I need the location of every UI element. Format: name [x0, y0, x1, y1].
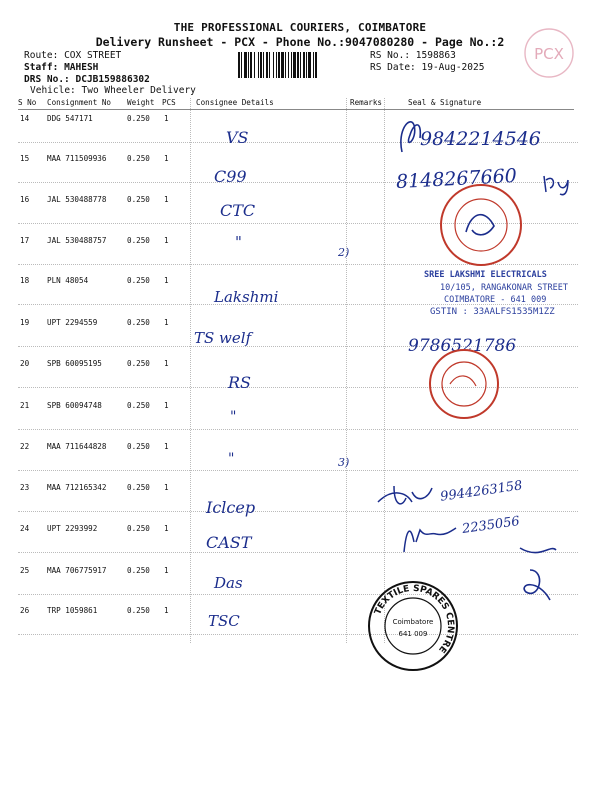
cell-consignment: SPB 60094748 — [47, 401, 102, 410]
signature — [510, 540, 570, 610]
handwritten-phone: 9786521786 — [408, 336, 517, 356]
cell-consignment: PLN 48054 — [47, 276, 89, 285]
stamp-pin-text: 641 009 — [398, 630, 428, 638]
drs-value: DCJB159886302 — [75, 74, 150, 85]
cell-weight: 0.250 — [127, 236, 150, 245]
staff-label: Staff: — [24, 62, 59, 73]
cell-sno: 14 — [20, 114, 30, 123]
rs-date-label: RS Date: — [370, 62, 416, 73]
cell-pcs: 1 — [164, 524, 169, 533]
cell-consignment: TRP 1059861 — [47, 606, 98, 615]
cell-consignment: DDG 547171 — [47, 114, 93, 123]
cell-weight: 0.250 — [127, 606, 150, 615]
stamp-ring-text: TEXTILE SPARES CENTRE — [373, 583, 456, 655]
barcode-bar — [248, 52, 249, 78]
cell-sno: 18 — [20, 276, 30, 285]
cell-sno: 16 — [20, 195, 30, 204]
cell-weight: 0.250 — [127, 524, 150, 533]
col-pcs: PCS — [162, 98, 176, 107]
rs-no-label: RS No.: — [370, 50, 411, 61]
row-divider — [18, 552, 578, 553]
rs-no-line — [370, 50, 456, 61]
cell-consignment: SPB 60095195 — [47, 359, 102, 368]
red-seal-stamp — [424, 344, 504, 424]
handwritten-phone: 9842214546 — [420, 128, 541, 150]
barcode-bar — [276, 52, 277, 78]
barcode-bar — [300, 52, 301, 78]
corner-stamp — [522, 26, 576, 80]
row-divider — [18, 470, 578, 471]
vehicle-label: Vehicle: — [30, 85, 76, 96]
cell-weight: 0.250 — [127, 566, 150, 575]
row-divider — [18, 429, 578, 430]
col-consignee: Consignee Details — [196, 98, 274, 107]
handwritten-consignee: TS welf — [194, 329, 252, 347]
cell-weight: 0.250 — [127, 401, 150, 410]
handwritten-consignee: " — [235, 233, 242, 251]
corner-stamp-text: PCX — [534, 45, 564, 63]
runsheet-subtitle: Delivery Runsheet - PCX - Phone No.:9047080280 - Page No.:2 — [95, 35, 505, 49]
cell-consignment: JAL 530488778 — [47, 195, 107, 204]
barcode-bar — [297, 52, 299, 78]
barcode-bar — [238, 52, 240, 78]
cell-sno: 23 — [20, 483, 30, 492]
staff-value: MAHESH — [64, 62, 99, 73]
red-seal-stamp — [436, 180, 526, 270]
barcode-bar — [241, 52, 242, 78]
barcode-bar — [278, 52, 280, 78]
stamp-company-name: SREE LAKSHMI ELECTRICALS — [424, 270, 547, 280]
col-sno: S No — [18, 98, 37, 107]
handwritten-consignee: Lakshmi — [214, 288, 279, 306]
handwritten-consignee: TSC — [208, 612, 240, 630]
barcode-bar — [293, 52, 296, 78]
cell-weight: 0.250 — [127, 442, 150, 451]
rs-date-line — [370, 62, 484, 73]
table-row — [0, 114, 600, 126]
cell-consignment: UPT 2294559 — [47, 318, 98, 327]
route-value: COX STREET — [64, 50, 122, 61]
handwritten-remark: 3) — [338, 456, 350, 469]
handwritten-consignee: " — [230, 409, 237, 425]
handwritten-remark: 2) — [338, 246, 350, 259]
cell-pcs: 1 — [164, 401, 169, 410]
cell-sno: 17 — [20, 236, 30, 245]
barcode-bar — [266, 52, 268, 78]
cell-pcs: 1 — [164, 114, 169, 123]
rs-date-value: 19-Aug-2025 — [421, 62, 485, 73]
handwritten-consignee: " — [228, 451, 235, 467]
table-row — [0, 359, 600, 371]
table-row — [0, 442, 600, 454]
barcode-bar — [285, 52, 286, 78]
cell-sno: 22 — [20, 442, 30, 451]
cell-weight: 0.250 — [127, 154, 150, 163]
barcode-bar — [306, 52, 307, 78]
cell-weight: 0.250 — [127, 114, 150, 123]
cell-weight: 0.250 — [127, 195, 150, 204]
cell-pcs: 1 — [164, 606, 169, 615]
barcode-bar — [303, 52, 305, 78]
cell-sno: 15 — [20, 154, 30, 163]
handwritten-phone: 8148267660 — [395, 164, 518, 194]
table-row — [0, 318, 600, 330]
barcode-bar — [308, 52, 311, 78]
handwritten-consignee: VS — [226, 128, 249, 147]
vehicle-value: Two Wheeler Delivery — [81, 85, 196, 96]
cell-pcs: 1 — [164, 154, 169, 163]
cell-sno: 26 — [20, 606, 30, 615]
company-title: THE PROFESSIONAL COURIERS, COIMBATORE — [173, 21, 427, 34]
handwritten-phone: 2235056 — [461, 514, 521, 537]
cell-weight: 0.250 — [127, 359, 150, 368]
cell-weight: 0.250 — [127, 276, 150, 285]
cell-pcs: 1 — [164, 442, 169, 451]
cell-weight: 0.250 — [127, 318, 150, 327]
cell-pcs: 1 — [164, 276, 169, 285]
barcode-bar — [244, 52, 247, 78]
cell-pcs: 1 — [164, 236, 169, 245]
header-divider — [18, 109, 574, 110]
cell-consignment: MAA 711509936 — [47, 154, 107, 163]
stamp-address: 10/105, RANGAKONAR STREET — [440, 283, 568, 293]
cell-sno: 19 — [20, 318, 30, 327]
barcode-bar — [291, 52, 292, 78]
cell-pcs: 1 — [164, 566, 169, 575]
handwritten-consignee: RS — [228, 373, 252, 392]
cell-pcs: 1 — [164, 359, 169, 368]
handwritten-consignee: C99 — [214, 167, 247, 186]
barcode-bar — [260, 52, 262, 78]
stamp-city-text: Coimbatore — [392, 618, 434, 626]
col-consignment: Consignment No — [47, 98, 112, 107]
handwritten-consignee: CTC — [220, 201, 256, 220]
cell-pcs: 1 — [164, 195, 169, 204]
col-seal: Seal & Signature — [408, 98, 482, 107]
cell-consignment: JAL 530488757 — [47, 236, 107, 245]
col-remarks: Remarks — [350, 98, 383, 107]
barcode-bar — [250, 52, 252, 78]
handwritten-consignee: CAST — [206, 533, 252, 552]
handwritten-consignee: Iclcep — [206, 498, 256, 517]
row-divider — [18, 634, 578, 635]
row-divider — [18, 511, 578, 512]
cell-sno: 25 — [20, 566, 30, 575]
staff-line — [24, 62, 98, 73]
drs-line — [24, 74, 150, 85]
vehicle-line — [30, 85, 196, 96]
barcode-bar — [281, 52, 284, 78]
cell-weight: 0.250 — [127, 483, 150, 492]
cell-consignment: MAA 711644828 — [47, 442, 107, 451]
barcode-bar — [288, 52, 289, 78]
cell-pcs: 1 — [164, 318, 169, 327]
barcode-bar — [254, 52, 255, 78]
signature — [540, 170, 580, 196]
barcode-bar — [315, 52, 317, 78]
rs-no-value: 1598863 — [415, 50, 456, 61]
drs-label: DRS No.: — [24, 74, 70, 85]
row-divider — [18, 594, 578, 595]
textile-centre-stamp — [365, 578, 461, 674]
table-row — [0, 401, 600, 413]
cell-consignment: MAA 706775917 — [47, 566, 107, 575]
route-label: Route: — [24, 50, 59, 61]
cell-sno: 21 — [20, 401, 30, 410]
barcode-bar — [273, 52, 274, 78]
col-weight: Weight — [127, 98, 155, 107]
barcode-bar — [258, 52, 259, 78]
barcode-bar — [269, 52, 270, 78]
route-line — [24, 50, 121, 61]
cell-sno: 24 — [20, 524, 30, 533]
barcode — [238, 52, 362, 78]
stamp-gstin: GSTIN : 33AALFS1535M1ZZ — [430, 307, 555, 317]
handwritten-consignee: Das — [214, 574, 243, 592]
cell-sno: 20 — [20, 359, 30, 368]
stamp-city: COIMBATORE - 641 009 — [444, 295, 547, 305]
handwritten-phone: 9944263158 — [439, 478, 524, 505]
barcode-bar — [313, 52, 314, 78]
cell-pcs: 1 — [164, 483, 169, 492]
barcode-bar — [263, 52, 264, 78]
cell-consignment: MAA 712165342 — [47, 483, 107, 492]
cell-consignment: UPT 2293992 — [47, 524, 98, 533]
